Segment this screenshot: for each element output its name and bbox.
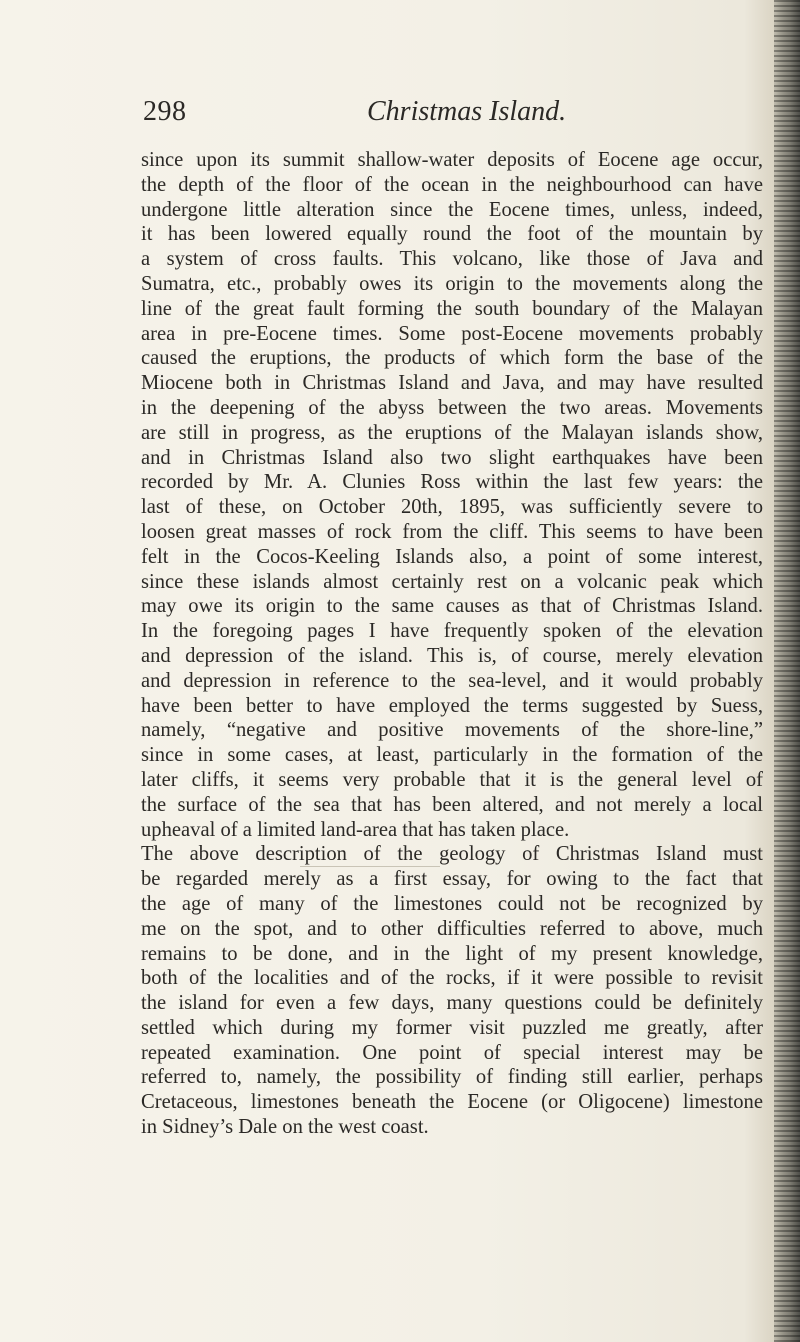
text-line: since in some cases, at least, particularly in the formation of the [141, 744, 763, 767]
text-line: since upon its summit shallow-water deposits of Eocene age occur, [141, 149, 763, 171]
text-line: namely, “negative and positive movements of the shore-line,” [141, 719, 763, 742]
text-line: and in Christmas Island also two slight earthquakes have been [141, 446, 763, 469]
text-line: Sumatra, etc., probably owes its origin to the movements along the [141, 272, 763, 295]
page-edge-shadow [774, 0, 800, 1342]
text-line: the island for even a few days, many questions could be definitely [141, 992, 763, 1015]
text-line: The above description of the geology of Christmas Island must [141, 843, 763, 866]
body-text [141, 148, 763, 1140]
text-line: undergone little alteration since the Eocene times, unless, indeed, [141, 198, 763, 221]
text-line: upheaval of a limited land-area that has taken place. [141, 818, 570, 841]
text-line: in the deepening of the abyss between the two areas. Movements [141, 396, 763, 419]
text-line: Cretaceous, limestones beneath the Eocene (or Oligocene) limestone [141, 1091, 763, 1114]
divider-rule [300, 866, 440, 867]
text-line: recorded by Mr. A. Clunies Ross within the last few years: the [141, 471, 763, 494]
text-line: referred to, namely, the possibility of finding still earlier, perhaps [141, 1066, 763, 1089]
text-line: area in pre-Eocene times. Some post-Eocene movements probably [141, 322, 763, 345]
text-line: loosen great masses of rock from the cliff. This seems to have been [141, 520, 763, 543]
text-line: both of the localities and of the rocks, if it were possible to revisit [141, 967, 763, 990]
text-line: have been better to have employed the terms suggested by Suess, [141, 694, 763, 717]
page-header [0, 96, 800, 136]
text-line: the depth of the floor of the ocean in the neighbourhood can have [141, 173, 763, 196]
text-line: In the foregoing pages I have frequently spoken of the elevation [141, 620, 763, 643]
text-line: last of these, on October 20th, 1895, was sufficiently severe to [141, 496, 763, 519]
text-line: in Sidney’s Dale on the west coast. [141, 1116, 429, 1139]
text-line: may owe its origin to the same causes as that of Christmas Island. [141, 595, 763, 618]
text-line: me on the spot, and to other difficulties referred to above, much [141, 917, 763, 940]
text-line: later cliffs, it seems very probable that it is the general level of [141, 768, 763, 791]
text-line: the age of many of the limestones could not be recognized by [141, 892, 763, 915]
text-line: settled which during my former visit puzzled me greatly, after [141, 1016, 763, 1039]
text-line: are still in progress, as the eruptions of the Malayan islands show, [141, 421, 763, 444]
text-line: be regarded merely as a first essay, for owing to the fact that [141, 868, 763, 891]
running-title: Christmas Island. [367, 96, 567, 127]
text-line: felt in the Cocos-Keeling Islands also, a point of some interest, [141, 545, 763, 568]
page-number: 298 [143, 96, 187, 127]
text-line: caused the eruptions, the products of which form the base of the [141, 347, 763, 370]
text-line: and depression in reference to the sea-level, and it would probably [141, 669, 763, 692]
text-line: remains to be done, and in the light of my present knowledge, [141, 942, 763, 965]
text-line: Miocene both in Christmas Island and Java, and may have resulted [141, 372, 763, 395]
text-line: a system of cross faults. This volcano, like those of Java and [141, 248, 763, 271]
text-line: the surface of the sea that has been altered, and not merely a local [141, 793, 763, 816]
text-line: since these islands almost certainly rest on a volcanic peak which [141, 570, 763, 593]
text-line: line of the great fault forming the south boundary of the Malayan [141, 297, 763, 320]
text-line: and depression of the island. This is, of course, merely elevation [141, 644, 763, 667]
text-line: it has been lowered equally round the foot of the mountain by [141, 223, 763, 246]
text-line: repeated examination. One point of special interest may be [141, 1041, 763, 1064]
